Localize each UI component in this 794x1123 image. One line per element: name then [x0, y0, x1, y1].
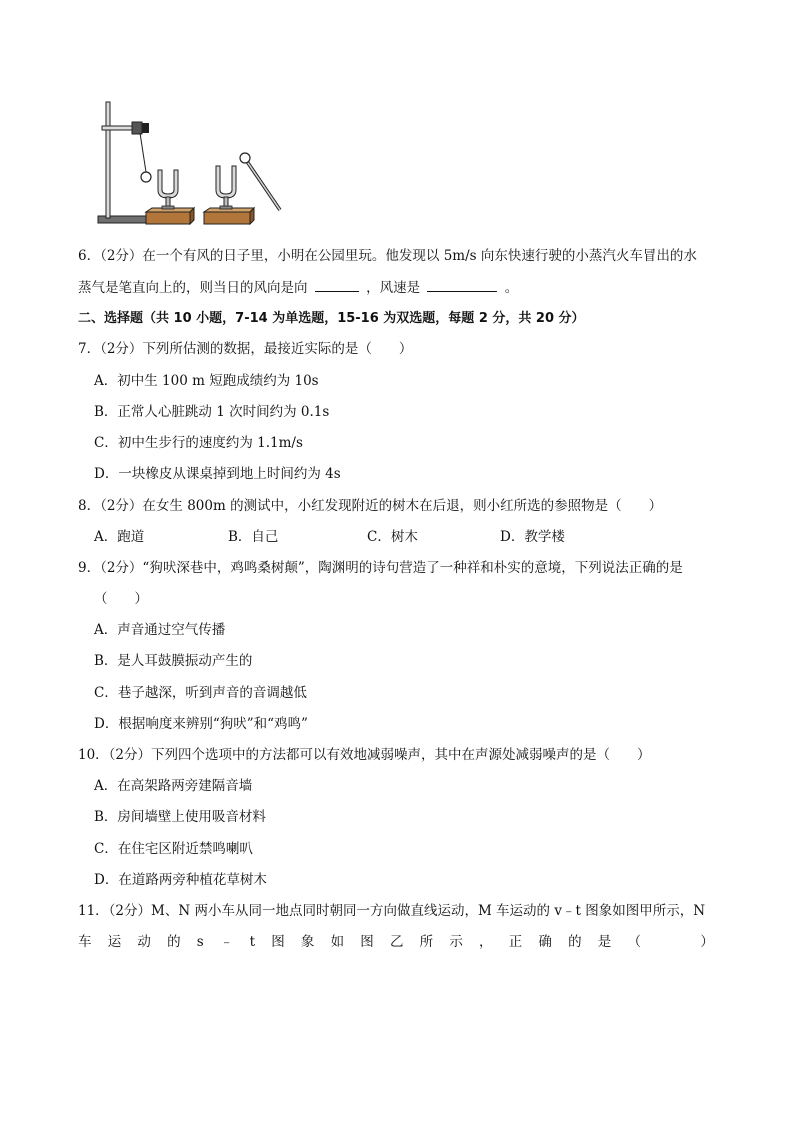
- q6-blank-direction[interactable]: [315, 277, 359, 292]
- q8-option-a[interactable]: A．跑道: [94, 529, 145, 545]
- q9-stem-paren: （ ）: [94, 591, 148, 607]
- q11-char: 的: [167, 934, 181, 950]
- q11-char: 图: [360, 934, 374, 950]
- q10-option-b[interactable]: B．房间墙壁上使用吸音材料: [94, 809, 266, 825]
- q10-option-c[interactable]: C．在住宅区附近禁鸣喇叭: [94, 841, 253, 857]
- q7-option-c[interactable]: C．初中生步行的速度约为 1.1m/s: [94, 435, 303, 451]
- section-2-header: 二、选择题（共 10 小题，7-14 为单选题，15-16 为双选题，每题 2 分，共 20 分）: [78, 311, 585, 326]
- q10-option-d[interactable]: D．在道路两旁种植花草树木: [94, 872, 267, 888]
- q11-char: ﹣: [219, 934, 234, 950]
- q9-option-a[interactable]: A．声音通过空气传播: [94, 622, 226, 638]
- q11-char: 的: [568, 934, 582, 950]
- q6-line2: [78, 277, 518, 298]
- q9-stem: 9．（2分）“狗吠深巷中，鸡鸣桑树颠”，陶渊明的诗句营造了一种祥和朴实的意境，下列说法正确的是: [78, 560, 683, 576]
- q6-text-b: ，风速是: [366, 280, 421, 296]
- q6-text-c: 。: [504, 280, 519, 296]
- q7-option-b[interactable]: B．正常人心脏跳动 1 次时间约为 0.1s: [94, 404, 330, 420]
- q11-char: 动: [137, 934, 151, 950]
- wooden-block-left: [146, 212, 190, 224]
- pendulum-ball: [141, 172, 151, 182]
- q11-char: 正: [508, 934, 523, 950]
- q8-option-c[interactable]: C．树木: [367, 529, 418, 545]
- q6-text-a: 蒸气是笔直向上的，则当日的风向是向: [78, 280, 308, 296]
- q11-stem: 11．（2分）M、N 两小车从同一地点同时朝同一方向做直线运动，M 车运动的 v﹣t 图象如图甲所示，N: [78, 903, 706, 919]
- q11-char: 图: [271, 934, 285, 950]
- q8-option-d[interactable]: D．教学楼: [500, 529, 565, 545]
- tuning-fork-right: [216, 166, 236, 209]
- q11-answer-blank[interactable]: [657, 932, 684, 952]
- q11-char: ，: [479, 934, 493, 950]
- stand-rod: [106, 102, 110, 218]
- q11-char: s: [196, 934, 204, 950]
- q10-stem: 10．（2分）下列四个选项中的方法都可以有效地减弱噪声，其中在声源处减弱噪声的是（ ）: [78, 747, 651, 763]
- q9-option-b[interactable]: B．是人耳鼓膜振动产生的: [94, 653, 253, 669]
- q11-char: 车: [78, 934, 92, 950]
- q11-char: 乙: [389, 934, 404, 950]
- rubber-mallet: [240, 153, 280, 210]
- q7-stem: 7．（2分）下列所估测的数据，最接近实际的是（ ）: [78, 341, 413, 357]
- q11-char: 示: [449, 934, 463, 950]
- q9-option-d[interactable]: D．根据响度来辨别“狗吠”和“鸡鸣”: [94, 716, 308, 732]
- q11-stem-line2: [78, 932, 714, 952]
- q11-char: 是: [597, 934, 612, 950]
- wooden-block-right: [204, 212, 250, 224]
- q8-option-b[interactable]: B．自己: [228, 529, 279, 545]
- q6-line1: 6．（2分）在一个有风的日子里，小明在公园里玩。他发现以 5m/s 向东快速行驶的小蒸汽火车冒出的水: [78, 248, 697, 264]
- q11-char: （: [627, 934, 641, 950]
- q8-stem: 8．（2分）在女生 800m 的测试中，小红发现附近的树木在后退，则小红所选的参照物是（ ）: [78, 498, 663, 514]
- q9-option-c[interactable]: C．巷子越深，听到声音的音调越低: [94, 685, 307, 701]
- pendulum-string: [140, 133, 146, 172]
- q11-char: 象: [300, 934, 315, 950]
- q11-char: t: [249, 934, 255, 950]
- q11-char: 确: [538, 934, 552, 950]
- tuning-fork-left: [158, 170, 178, 209]
- q11-char: ）: [700, 934, 714, 950]
- q11-char: 运: [107, 934, 122, 950]
- q7-option-d[interactable]: D．一块橡皮从课桌掉到地上时间约为 4s: [94, 466, 341, 482]
- q10-option-a[interactable]: A．在高架路两旁建隔音墙: [94, 778, 253, 794]
- q11-char: 如: [330, 934, 345, 950]
- q6-blank-speed[interactable]: [427, 277, 497, 292]
- stand-clamp: [132, 122, 142, 134]
- tuning-fork-figure: [96, 96, 286, 230]
- q7-option-a[interactable]: A．初中生 100 m 短跑成绩约为 10s: [94, 373, 319, 389]
- q11-char: 所: [419, 934, 434, 950]
